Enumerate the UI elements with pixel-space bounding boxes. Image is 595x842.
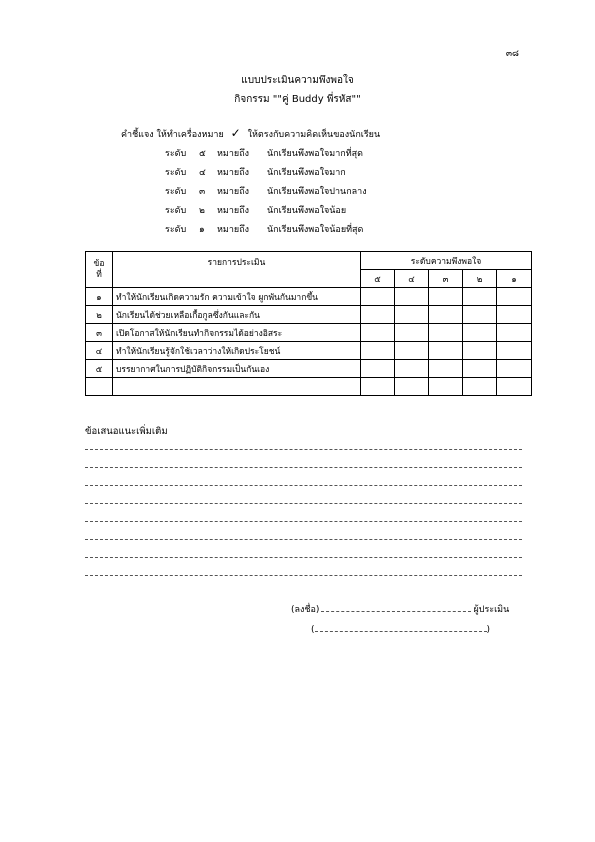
suggestion-line[interactable] xyxy=(85,557,522,558)
name-row xyxy=(311,622,490,635)
rating-cell[interactable] xyxy=(463,306,497,324)
suggestion-line[interactable] xyxy=(85,575,522,576)
rating-cell[interactable] xyxy=(361,360,395,378)
scale-prefix: ระดับ xyxy=(165,187,187,197)
header-no xyxy=(86,252,113,288)
suggestion-line[interactable] xyxy=(85,467,522,468)
suggestion-line[interactable] xyxy=(85,485,522,486)
scale-prefix: ระดับ xyxy=(165,206,187,216)
scale-desc: นักเรียนพึงพอใจน้อยที่สุด xyxy=(267,225,364,235)
suggestion-line[interactable] xyxy=(85,449,522,450)
scale-num: ๒ xyxy=(199,206,205,216)
rating-cell[interactable] xyxy=(361,342,395,360)
scale-num: ๕ xyxy=(199,149,206,159)
rating-cell[interactable] xyxy=(497,306,532,324)
rating-cell[interactable] xyxy=(361,306,395,324)
scale-row-4 xyxy=(165,165,346,179)
check-mark-icon: ✓ xyxy=(230,126,241,140)
rating-cell[interactable] xyxy=(463,342,497,360)
scale-num: ๓ xyxy=(199,187,206,197)
table-row xyxy=(86,324,532,342)
name-line[interactable] xyxy=(315,622,487,632)
scale-desc: นักเรียนพึงพอใจมากที่สุด xyxy=(267,149,363,159)
scale-prefix: ระดับ xyxy=(165,225,187,235)
row-no: ๑ xyxy=(86,288,113,306)
row-item[interactable] xyxy=(113,378,361,396)
scale-prefix: ระดับ xyxy=(165,168,187,178)
rating-cell[interactable] xyxy=(429,342,463,360)
table-header-row xyxy=(86,252,532,270)
rating-cell[interactable] xyxy=(361,378,395,396)
scale-row-2 xyxy=(165,203,346,217)
scale-desc: นักเรียนพึงพอใจน้อย xyxy=(267,206,347,216)
rating-cell[interactable] xyxy=(429,378,463,396)
instructions-label: คำชี้แจง ให้ทำเครื่องหมาย xyxy=(121,130,224,140)
level-3: ๓ xyxy=(429,270,463,288)
scale-row-5 xyxy=(165,146,363,160)
scale-means: หมายถึง xyxy=(217,149,250,159)
header-item: รายการประเมิน xyxy=(113,252,361,288)
suggestion-line[interactable] xyxy=(85,503,522,504)
table-row xyxy=(86,288,532,306)
rating-cell[interactable] xyxy=(429,360,463,378)
suggestion-heading: ข้อเสนอแนะเพิ่มเติม xyxy=(85,426,168,437)
rating-cell[interactable] xyxy=(395,342,429,360)
signature-label: (ลงชื่อ) xyxy=(291,605,320,615)
rating-cell[interactable] xyxy=(429,324,463,342)
rating-cell[interactable] xyxy=(395,324,429,342)
level-1: ๑ xyxy=(497,270,532,288)
rating-cell[interactable] xyxy=(395,360,429,378)
evaluator-label: ผู้ประเมิน xyxy=(473,605,510,615)
suggestion-line[interactable] xyxy=(85,539,522,540)
header-no-line1: ข้อ xyxy=(93,258,105,269)
table-row xyxy=(86,342,532,360)
rating-cell[interactable] xyxy=(497,288,532,306)
rating-cell[interactable] xyxy=(361,324,395,342)
scale-row-1 xyxy=(165,222,363,236)
table-row xyxy=(86,360,532,378)
row-no: ๔ xyxy=(86,342,113,360)
evaluation-table xyxy=(85,251,532,396)
rating-cell[interactable] xyxy=(395,288,429,306)
instructions xyxy=(121,126,380,141)
rating-cell[interactable] xyxy=(361,288,395,306)
rating-cell[interactable] xyxy=(497,324,532,342)
rating-cell[interactable] xyxy=(497,378,532,396)
scale-means: หมายถึง xyxy=(217,187,250,197)
row-item: ทำให้นักเรียนเกิดความรัก ความเข้าใจ ผูกพันกันมากขึ้น xyxy=(113,288,361,306)
name-close-paren: ) xyxy=(486,625,491,635)
row-no xyxy=(86,378,113,396)
scale-desc: นักเรียนพึงพอใจปานกลาง xyxy=(267,187,367,197)
level-4: ๔ xyxy=(395,270,429,288)
level-5: ๕ xyxy=(361,270,395,288)
signature-row xyxy=(291,602,509,616)
name-open-paren: ( xyxy=(311,625,315,635)
rating-cell[interactable] xyxy=(429,288,463,306)
row-item: นักเรียนได้ช่วยเหลือเกื้อกูลซึ่งกันและกัน xyxy=(113,306,361,324)
row-no: ๒ xyxy=(86,306,113,324)
scale-means: หมายถึง xyxy=(217,225,250,235)
rating-cell[interactable] xyxy=(395,306,429,324)
row-no: ๓ xyxy=(86,324,113,342)
scale-row-3 xyxy=(165,184,367,198)
signature-line[interactable] xyxy=(321,602,471,612)
rating-cell[interactable] xyxy=(395,378,429,396)
row-item: บรรยากาศในการปฏิบัติกิจกรรมเป็นกันเอง xyxy=(113,360,361,378)
rating-cell[interactable] xyxy=(497,342,532,360)
activity-title: กิจกรรม ""คู่ Buddy พี่รหัส"" xyxy=(234,94,361,105)
scale-means: หมายถึง xyxy=(217,168,250,178)
table-row-empty xyxy=(86,378,532,396)
rating-cell[interactable] xyxy=(429,306,463,324)
rating-cell[interactable] xyxy=(463,324,497,342)
scale-means: หมายถึง xyxy=(217,206,250,216)
rating-cell[interactable] xyxy=(497,360,532,378)
scale-desc: นักเรียนพึงพอใจมาก xyxy=(267,168,346,178)
page-number: ๓๘ xyxy=(505,49,519,59)
rating-cell[interactable] xyxy=(463,378,497,396)
header-no-line2: ที่ xyxy=(96,269,102,280)
row-no: ๕ xyxy=(86,360,113,378)
suggestion-line[interactable] xyxy=(85,521,522,522)
row-item: เปิดโอกาสให้นักเรียนทำกิจกรรมได้อย่างอิสระ xyxy=(113,324,361,342)
scale-num: ๔ xyxy=(199,168,206,178)
rating-cell[interactable] xyxy=(463,288,497,306)
header-level: ระดับความพึงพอใจ xyxy=(361,252,532,270)
level-2: ๒ xyxy=(463,270,497,288)
row-item: ทำให้นักเรียนรู้จักใช้เวลาว่างให้เกิดประโยชน์ xyxy=(113,342,361,360)
scale-prefix: ระดับ xyxy=(165,149,187,159)
rating-cell[interactable] xyxy=(463,360,497,378)
instructions-suffix: ให้ตรงกับความคิดเห็นของนักเรียน xyxy=(247,130,381,140)
scale-num: ๑ xyxy=(199,225,205,235)
table-row xyxy=(86,306,532,324)
form-title: แบบประเมินความพึงพอใจ xyxy=(241,75,354,86)
